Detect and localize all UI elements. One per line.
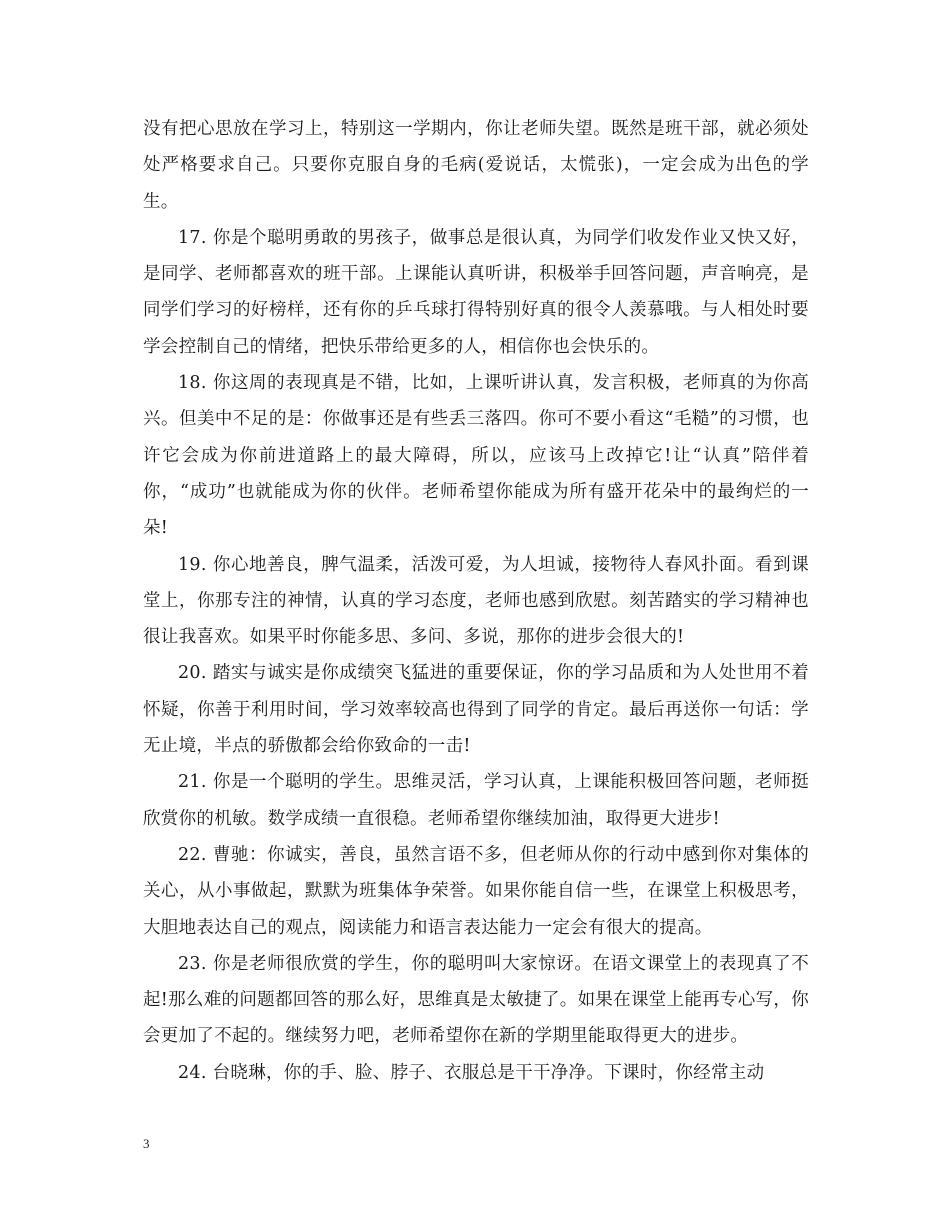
paragraph-item-22: 22. 曹驰：你诚实，善良，虽然言语不多，但老师从你的行动中感到你对集体的关心，从小事做起，默默为班集体争荣誉。如果你能自信一些，在课堂上积极思考，大胆地表达自己的观点，阅读能力和语言表达能力一定会有很大的提高。 — [143, 844, 809, 938]
page-number: 3 — [143, 1136, 150, 1151]
paragraph-item-19: 19. 你心地善良，脾气温柔，活泼可爱，为人坦诚，接物待人春风扑面。看到课堂上，你那专注的神情，认真的学习态度，老师也感到欣慰。刻苦踏实的学习精神也很让我喜欢。如果平时你能多思、多问、多说，那你的进步会很大的! — [143, 554, 809, 648]
paragraph-item-21: 21. 你是一个聪明的学生。思维灵活，学习认真，上课能积极回答问题，老师挺欣赏你的机敏。数学成绩一直很稳。老师希望你继续加油，取得更大进步! — [143, 772, 809, 829]
document-body — [143, 111, 809, 1091]
paragraph-item-18: 18. 你这周的表现真是不错，比如，上课听讲认真，发言积极，老师真的为你高兴。但美中不足的是：你做事还是有些丢三落四。你可不要小看这“毛糙”的习惯，也许它会成为你前进道路上的最大障碍，所以，应该马上改掉它!让“认真”陪伴着你，“成功”也就能成为你的伙伴。老师希望你能成为所有盛开花朵中的最绚烂的一朵! — [143, 373, 809, 539]
paragraph-item-20: 20. 踏实与诚实是你成绩突飞猛进的重要保证，你的学习品质和为人处世用不着怀疑，你善于利用时间，学习效率较高也得到了同学的肯定。最后再送你一句话：学无止境，半点的骄傲都会给你致命的一击! — [143, 663, 809, 757]
paragraph-item-17: 17. 你是个聪明勇敢的男孩子，做事总是很认真，为同学们收发作业又快又好，是同学、老师都喜欢的班干部。上课能认真听讲，积极举手回答问题，声音响亮，是同学们学习的好榜样，还有你的乒乓球打得特别好真的很令人羡慕哦。与人相处时要学会控制自己的情绪，把快乐带给更多的人，相信你也会快乐的。 — [143, 227, 809, 357]
paragraph-item-24: 24. 台晓琳，你的手、脸、脖子、衣服总是干干净净。下课时，你经常主动 — [178, 1062, 765, 1083]
paragraph-continued: 没有把心思放在学习上，特别这一学期内，你让老师失望。既然是班干部，就必须处处严格要求自己。只要你克服自身的毛病(爱说话，太慌张)，一定会成为出色的学生。 — [143, 119, 809, 212]
paragraph-item-23: 23. 你是老师很欣赏的学生，你的聪明叫大家惊讶。在语文课堂上的表现真了不起!那么难的问题都回答的那么好，思维真是太敏捷了。如果在课堂上能再专心写，你会更加了不起的。继续努力吧，老师希望你在新的学期里能取得更大的进步。 — [143, 953, 809, 1047]
